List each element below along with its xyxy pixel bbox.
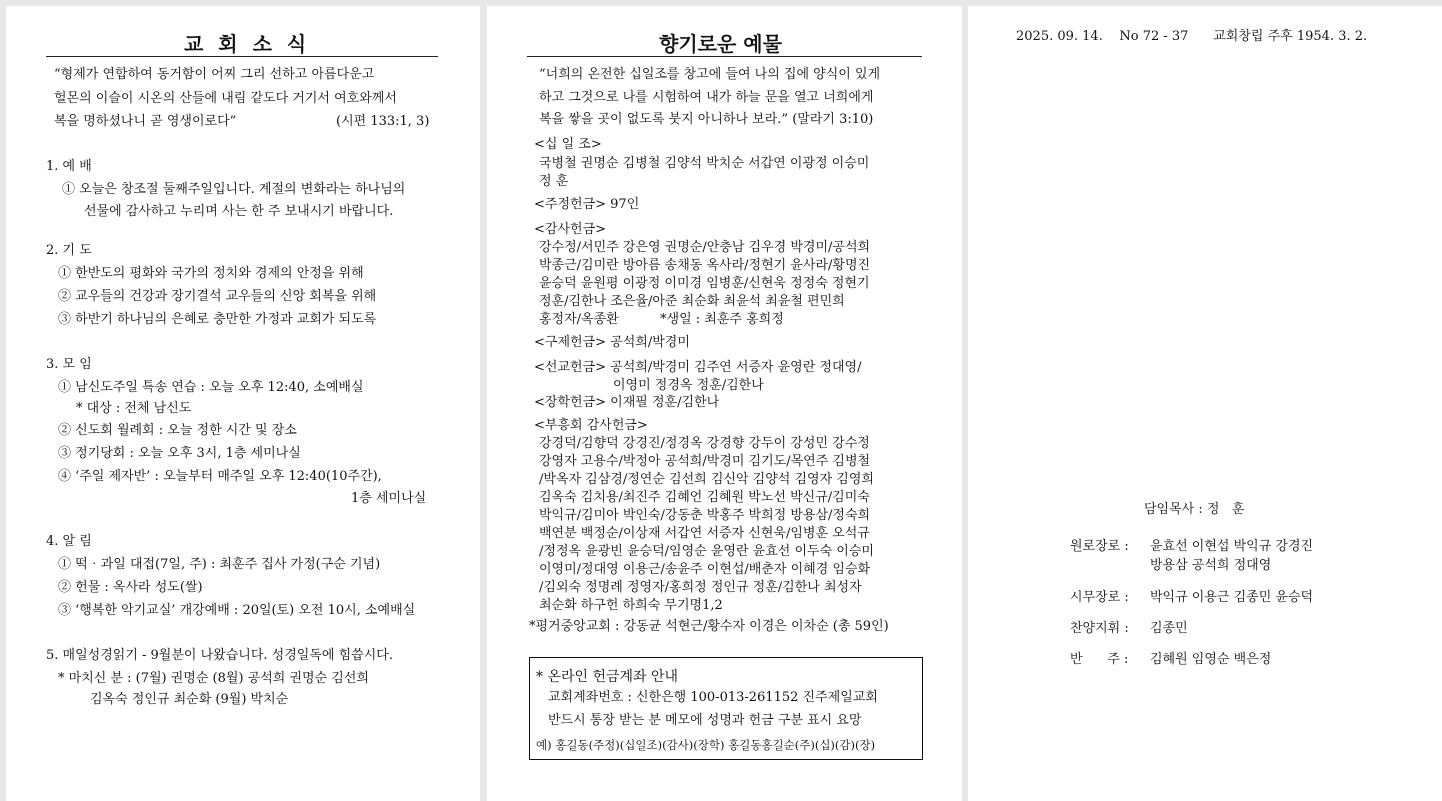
mission-offering: <선교헌금> 공석희/박경미 김주연 서증자 윤영란 정대영/	[534, 360, 862, 375]
online-offering-line: 반드시 통장 받는 분 메모에 성명과 헌금 구분 표시 요망	[548, 713, 862, 728]
revival-heading: <부흥회 감사헌금>	[534, 418, 648, 433]
thanks-names: 정훈/김한나 조은율/아준 최순화 최윤석 최윤철 편민희	[539, 294, 845, 309]
bible-reading-item: 김옥숙 정인규 최순화 (9월) 박치순	[90, 692, 289, 707]
tithe-names: 정 훈	[539, 174, 569, 189]
offering-title: 향기로운 예물	[659, 32, 782, 56]
tithe-names: 국병철 권명순 김병철 김양석 박치순 서갑연 이광정 이승미	[539, 156, 870, 171]
revival-names: 박익규/김미아 박인숙/강동춘 박홍주 박희정 방용삼/정숙희	[539, 508, 871, 523]
revival-names: 강경덕/김향덕 강경진/정경옥 강경향 강두이 강성민 강수정	[539, 436, 870, 451]
verse-line: 복을 쌓을 곳이 없도록 붓지 아니하나 보라.” (말라기 3:10)	[539, 112, 874, 127]
meeting-item: ④ ‘주일 제자반’ : 오늘부터 매주일 오후 12:40(10주간),	[58, 469, 382, 484]
senior-pastor: 담임목사 : 정 훈	[1144, 502, 1245, 517]
thanks-heading: <감사헌금>	[534, 222, 607, 237]
middle-column	[487, 6, 962, 801]
notice-item: ② 헌물 : 옥사라 성도(쌀)	[58, 580, 203, 595]
verse-line: “너희의 온전한 십일조를 창고에 들여 나의 집에 양식이 있게	[539, 67, 881, 82]
title-underline	[527, 56, 922, 57]
accompanists: 김혜원 임영순 백은정	[1150, 652, 1272, 667]
revival-names: /박옥자 김삼경/정연순 김선희 김신악 김양석 김영자 김영희	[539, 472, 874, 487]
tithe-heading: <십 일 조>	[534, 137, 602, 152]
online-offering-line: 교회계좌번호 : 신한은행 100-013-261152 진주제일교회	[548, 690, 878, 705]
revival-names: 최순화 하구헌 하희숙 무기명1,2	[539, 598, 723, 613]
title-underline	[46, 56, 438, 57]
mission-offering: 이영미 정경옥 정훈/김한나	[613, 378, 764, 393]
verse-line: 헐몬의 이슬이 시온의 산들에 내림 같도다 거기서 여호와께서	[54, 91, 397, 106]
church-news-title: 교 회 소 식	[184, 32, 311, 56]
notice-item: ① 떡‧과일 대접(7일, 주) : 최훈주 집사 가정(구순 기념)	[58, 557, 381, 572]
section-heading-notices: 4. 알 림	[46, 534, 92, 549]
retired-elders-label: 원로장로 :	[1070, 539, 1129, 554]
notice-item: ③ ‘행복한 악기교실’ 개강예배 : 20일(토) 오전 10시, 소예배실	[58, 603, 416, 618]
worship-item: 선물에 감사하고 누리며 사는 한 주 보내시기 바랍니다.	[84, 204, 394, 219]
choir-director: 김종민	[1150, 621, 1188, 636]
retired-elders: 방용삼 공석희 정대영	[1150, 558, 1272, 573]
meeting-item: ③ 정기당회 : 오늘 오후 3시, 1층 세미나실	[58, 446, 301, 461]
section-heading-worship: 1. 예 배	[46, 159, 92, 174]
prayer-item: ③ 하반기 하나님의 은혜로 충만한 가정과 교회가 되도록	[58, 312, 377, 327]
revival-names: /김외숙 정명례 정영자/홍희정 정인규 정훈/김한나 최성자	[539, 580, 862, 595]
prayer-item: ① 한반도의 평화와 국가의 정치와 경제의 안정을 위해	[58, 266, 364, 281]
verse-line: 하고 그것으로 나를 시험하여 내가 하늘 문을 열고 너희에게	[539, 90, 874, 105]
meeting-item: * 대상 : 전체 남신도	[76, 401, 192, 416]
right-column	[968, 6, 1442, 801]
section-heading-prayer: 2. 기 도	[46, 243, 92, 258]
bible-reading-item: * 마치신 분 : (7월) 권명순 (8월) 공석희 권명순 김선희	[58, 671, 369, 686]
thanks-names: 윤승덕 윤원평 이광정 이미경 임병훈/신현욱 정정숙 정현기	[539, 276, 870, 291]
online-offering-heading: * 온라인 헌금계좌 안내	[536, 669, 679, 685]
thanks-names: 강수정/서민주 강은영 권명순/안충남 김우경 박경미/공석희	[539, 240, 871, 255]
revival-names: 백연분 백정순/이상재 서갑연 서증자 신현욱/임병훈 오석규	[539, 526, 870, 541]
active-elders-label: 시무장로 :	[1070, 590, 1129, 605]
thanks-names: 홍정자/옥종환 *생일 : 최훈주 홍희정	[539, 312, 784, 327]
meeting-item: ② 신도회 월례회 : 오늘 정한 시간 및 장소	[58, 423, 297, 438]
pyeonggeo-church-offering: *평거중앙교회 : 강동균 석현근/황수자 이경은 이차순 (총 59인)	[529, 619, 889, 634]
verse-reference: (시편 133:1, 3)	[336, 114, 430, 129]
revival-names: 강영자 고용수/박정아 공석희/박경미 김기도/목연주 김병철	[539, 454, 871, 469]
prayer-item: ② 교우들의 건강과 장기결석 교우들의 신앙 회복을 위해	[58, 289, 377, 304]
accompanist-label: 반 주 :	[1070, 652, 1129, 667]
online-offering-box	[529, 657, 923, 760]
meeting-item: 1층 세미나실	[351, 491, 427, 506]
active-elders: 박익규 이용근 김종민 윤승덕	[1150, 590, 1314, 605]
revival-names: 김옥숙 김치용/최진주 김혜언 김혜원 박노선 박신규/김미숙	[539, 490, 870, 505]
left-column	[6, 6, 480, 801]
scholarship-offering: <장학헌금> 이재필 정훈/김한나	[534, 395, 720, 410]
relief-offering: <구제헌금> 공석희/박경미	[534, 335, 690, 350]
meeting-item: ① 남신도주일 특송 연습 : 오늘 오후 12:40, 소예배실	[58, 380, 364, 395]
verse-line: “형제가 연합하여 동거함이 어찌 그리 선하고 아름다운고	[54, 67, 375, 82]
section-heading-meetings: 3. 모 임	[46, 357, 92, 372]
choir-director-label: 찬양지휘 :	[1070, 621, 1129, 636]
bulletin-header: 2025. 09. 14. No 72 - 37 교회창립 주후 1954. 3. 2.	[1016, 29, 1368, 44]
retired-elders: 윤효선 이현섭 박익규 강경진	[1150, 539, 1314, 554]
revival-names: /정정옥 윤광빈 윤승덕/임영순 윤영란 윤효선 이두숙 이승미	[539, 544, 874, 559]
worship-item: ① 오늘은 창조절 둘째주일입니다. 계절의 변화라는 하나님의	[62, 182, 406, 197]
thanks-names: 박종근/김미란 방아름 송채동 옥사라/정현기 윤사라/황명진	[539, 258, 871, 273]
section-heading-bible-reading: 5. 매일성경읽기 - 9월분이 나왔습니다. 성경일독에 힘씁시다.	[46, 648, 393, 663]
online-offering-line: 예) 홍길동(주정)(십일조)(감사)(장학) 홍길동홍길순(주)(십)(감)(장)	[536, 738, 876, 752]
verse-line: 복을 명하셨나니 곧 영생이로다”	[54, 114, 237, 129]
sunday-offering: <주정헌금> 97인	[534, 197, 640, 212]
revival-names: 이영미/정대영 이용근/송윤주 이현섭/배춘자 이혜경 임승화	[539, 562, 871, 577]
